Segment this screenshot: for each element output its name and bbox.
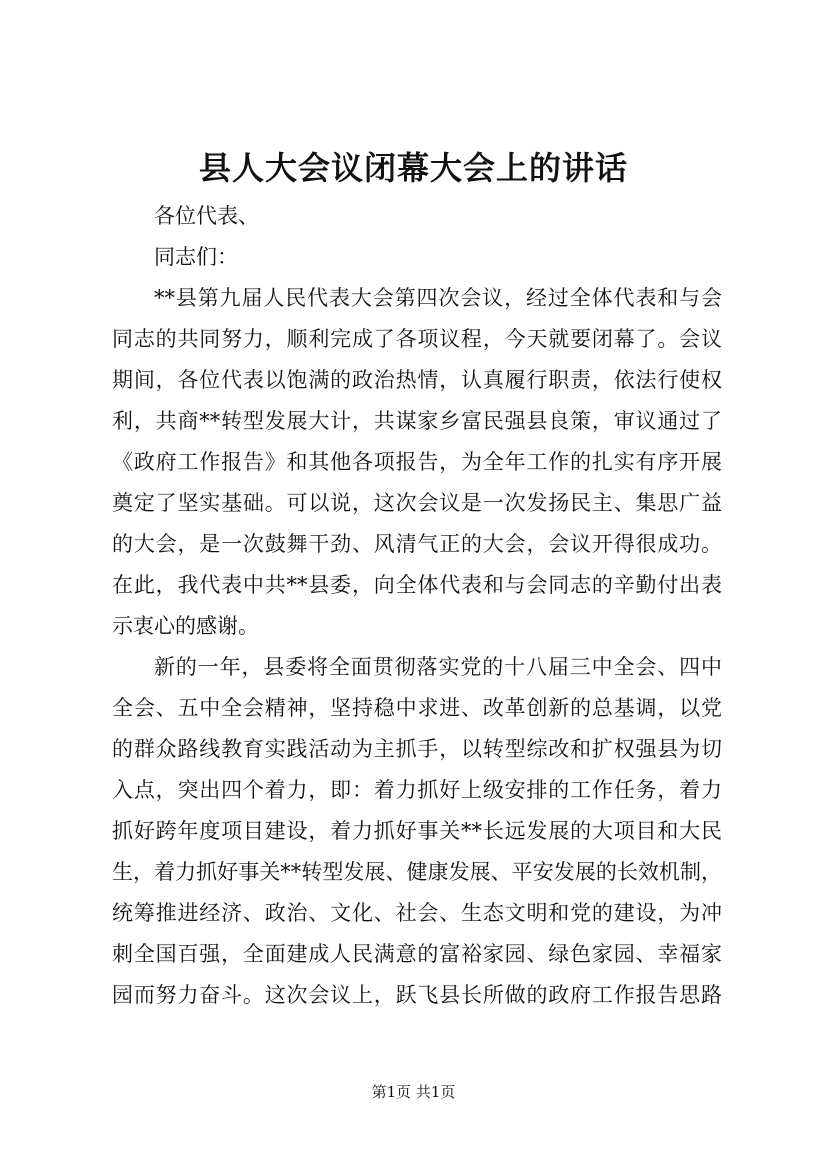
text-line: 《政府工作报告》和其他各项报告，为全年工作的扎实有序开展	[112, 450, 722, 474]
text-line: 示衷心的感谢。	[112, 614, 259, 638]
page-number-footer: 第1页 共1页	[371, 1083, 456, 1101]
paragraph	[112, 278, 722, 647]
text-line: 园而努力奋斗。这次会议上，跃飞县长所做的政府工作报告思路	[112, 983, 722, 1007]
text-line: 的群众路线教育实践活动为主抓手，以转型综改和扩权强县为切	[112, 737, 722, 761]
text-line: 利，共商**转型发展大计，共谋家乡富民强县良策，审议通过了	[112, 409, 722, 433]
text-line: 抓好跨年度项目建设，着力抓好事关**长远发展的大项目和大民	[112, 819, 722, 843]
text-line: 全会、五中全会精神，坚持稳中求进、改革创新的总基调，以党	[112, 696, 722, 720]
document-title: 县人大会议闭幕大会上的讲话	[198, 149, 628, 187]
text-line: 新的一年，县委将全面贯彻落实党的十八届三中全会、四中	[154, 655, 722, 679]
text-line: 的大会，是一次鼓舞干劲、风清气正的大会，会议开得很成功。	[112, 532, 722, 556]
text-line: 在此，我代表中共**县委，向全体代表和与会同志的辛勤付出表	[112, 573, 722, 597]
salutation-line: 同志们：	[154, 245, 238, 269]
document-body	[112, 196, 722, 1016]
text-line: 奠定了坚实基础。可以说，这次会议是一次发扬民主、集思广益	[112, 491, 722, 515]
text-line: 生，着力抓好事关**转型发展、健康发展、平安发展的长效机制，	[112, 860, 722, 884]
text-line: **县第九届人民代表大会第四次会议，经过全体代表和与会	[154, 286, 722, 310]
text-line: 统筹推进经济、政治、文化、社会、生态文明和党的建设，为冲	[112, 901, 722, 925]
salutation-line: 各位代表、	[154, 204, 259, 228]
text-line: 入点，突出四个着力，即：着力抓好上级安排的工作任务，着力	[112, 778, 722, 802]
text-line: 期间，各位代表以饱满的政治热情，认真履行职责，依法行使权	[112, 368, 722, 392]
paragraph	[112, 647, 722, 1016]
text-line: 同志的共同努力，顺利完成了各项议程，今天就要闭幕了。会议	[112, 327, 722, 351]
text-line: 刺全国百强，全面建成人民满意的富裕家园、绿色家园、幸福家	[112, 942, 722, 966]
